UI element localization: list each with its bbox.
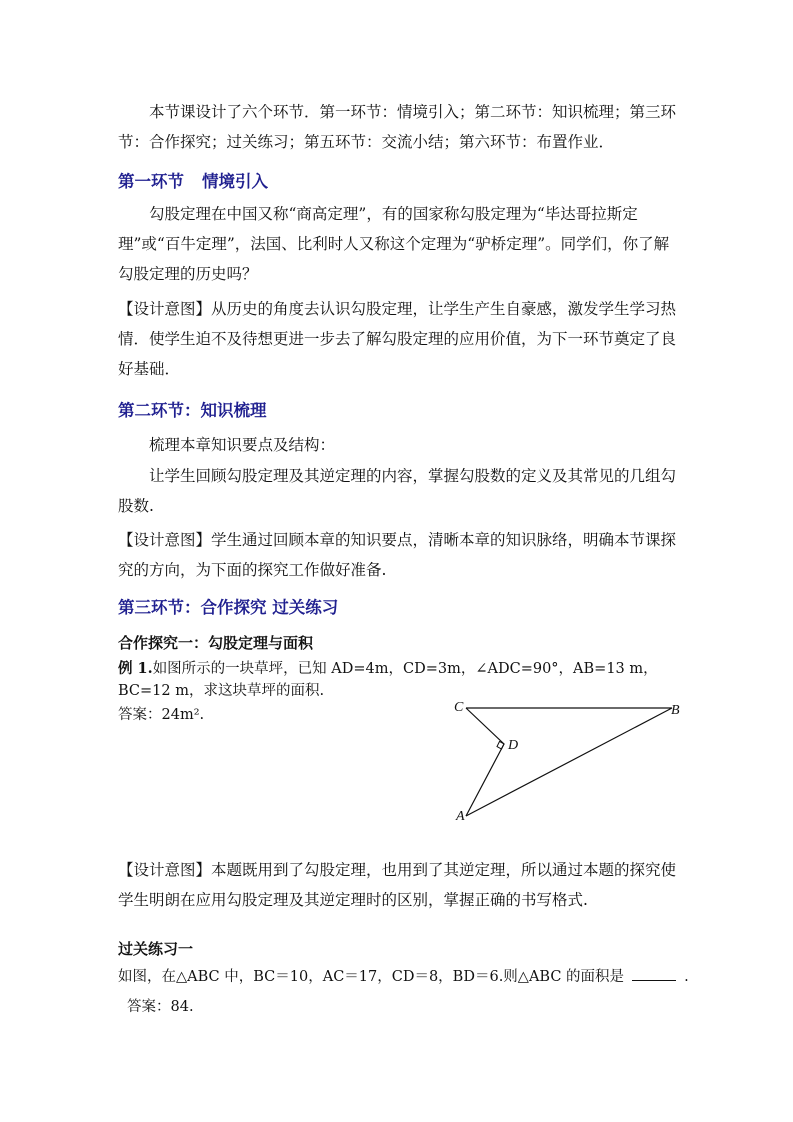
section3-intent: 【设计意图】本题既用到了勾股定理，也用到了其逆定理，所以通过本题的探究使学生明朗在应用勾股定理及其逆定理时的区别，掌握正确的书写格式. xyxy=(118,861,677,909)
exercise-text: 如图，在△ABC 中，BC＝10，AC＝17，CD＝8，BD＝6.则△ABC 的面积是 xyxy=(118,969,625,985)
subsection-heading-1: 合作探究一：勾股定理与面积 xyxy=(118,634,314,652)
section1-body: 勾股定理在中国又称“商高定理”，有的国家称勾股定理为“毕达哥拉斯定理”或“百牛定理”，法国、比利时人又称这个定理为“驴桥定理”。同学们，你了解勾股定理的历史吗？ xyxy=(118,205,670,283)
section2-line2: 让学生回顾勾股定理及其逆定理的内容，掌握勾股数的定义及其常见的几组勾股数. xyxy=(118,467,677,515)
section3-heading: 第三环节：合作探究 过关练习 xyxy=(118,598,339,617)
label-a: A xyxy=(456,809,465,824)
label-d: D xyxy=(508,738,519,753)
intro-paragraph: 本节课设计了六个环节．第一环节：情境引入；第二环节：知识梳理；第三环节：合作探究；过关练习；第五环节：交流小结；第六环节：布置作业． xyxy=(118,103,677,151)
section1-heading xyxy=(118,168,268,192)
quadrilateral-figure xyxy=(440,690,700,830)
section2-intent: 【设计意图】学生通过回顾本章的知识要点，清晰本章的知识脉络，明确本节课探究的方向，为下面的探究工作做好准备. xyxy=(118,531,677,579)
answer-2: 答案：84. xyxy=(127,999,194,1015)
section1-intent: 【设计意图】从历史的角度去认识勾股定理，让学生产生自豪感，激发学生学习热情．使学生迫不及待想更进一步去了解勾股定理的应用价值，为下一环节奠定了良好基础． xyxy=(118,300,677,378)
label-b: B xyxy=(671,703,680,718)
figure-line-cba xyxy=(466,708,672,816)
answer-blank[interactable] xyxy=(632,966,676,981)
figure-line-cda xyxy=(466,708,504,816)
section2-line1: 梳理本章知识要点及结构： xyxy=(149,436,336,454)
answer-1: 答案：24m². xyxy=(118,707,205,723)
exercise-end: . xyxy=(684,969,689,985)
section2-heading: 第二环节：知识梳理 xyxy=(118,401,267,420)
example-label: 例 1. xyxy=(118,660,153,677)
label-c: C xyxy=(454,700,464,715)
subsection-heading-2: 过关练习一 xyxy=(118,940,194,958)
exercise-1 xyxy=(118,966,718,988)
section1-heading-b: 情境引入 xyxy=(202,172,268,191)
example-text: 如图所示的一块草坪，已知 AD=4m，CD=3m，∠ADC=90°，AB=13 m，BC=12 m，求这块草坪的面积. xyxy=(118,661,658,699)
section1-heading-a: 第一环节 xyxy=(118,172,184,191)
